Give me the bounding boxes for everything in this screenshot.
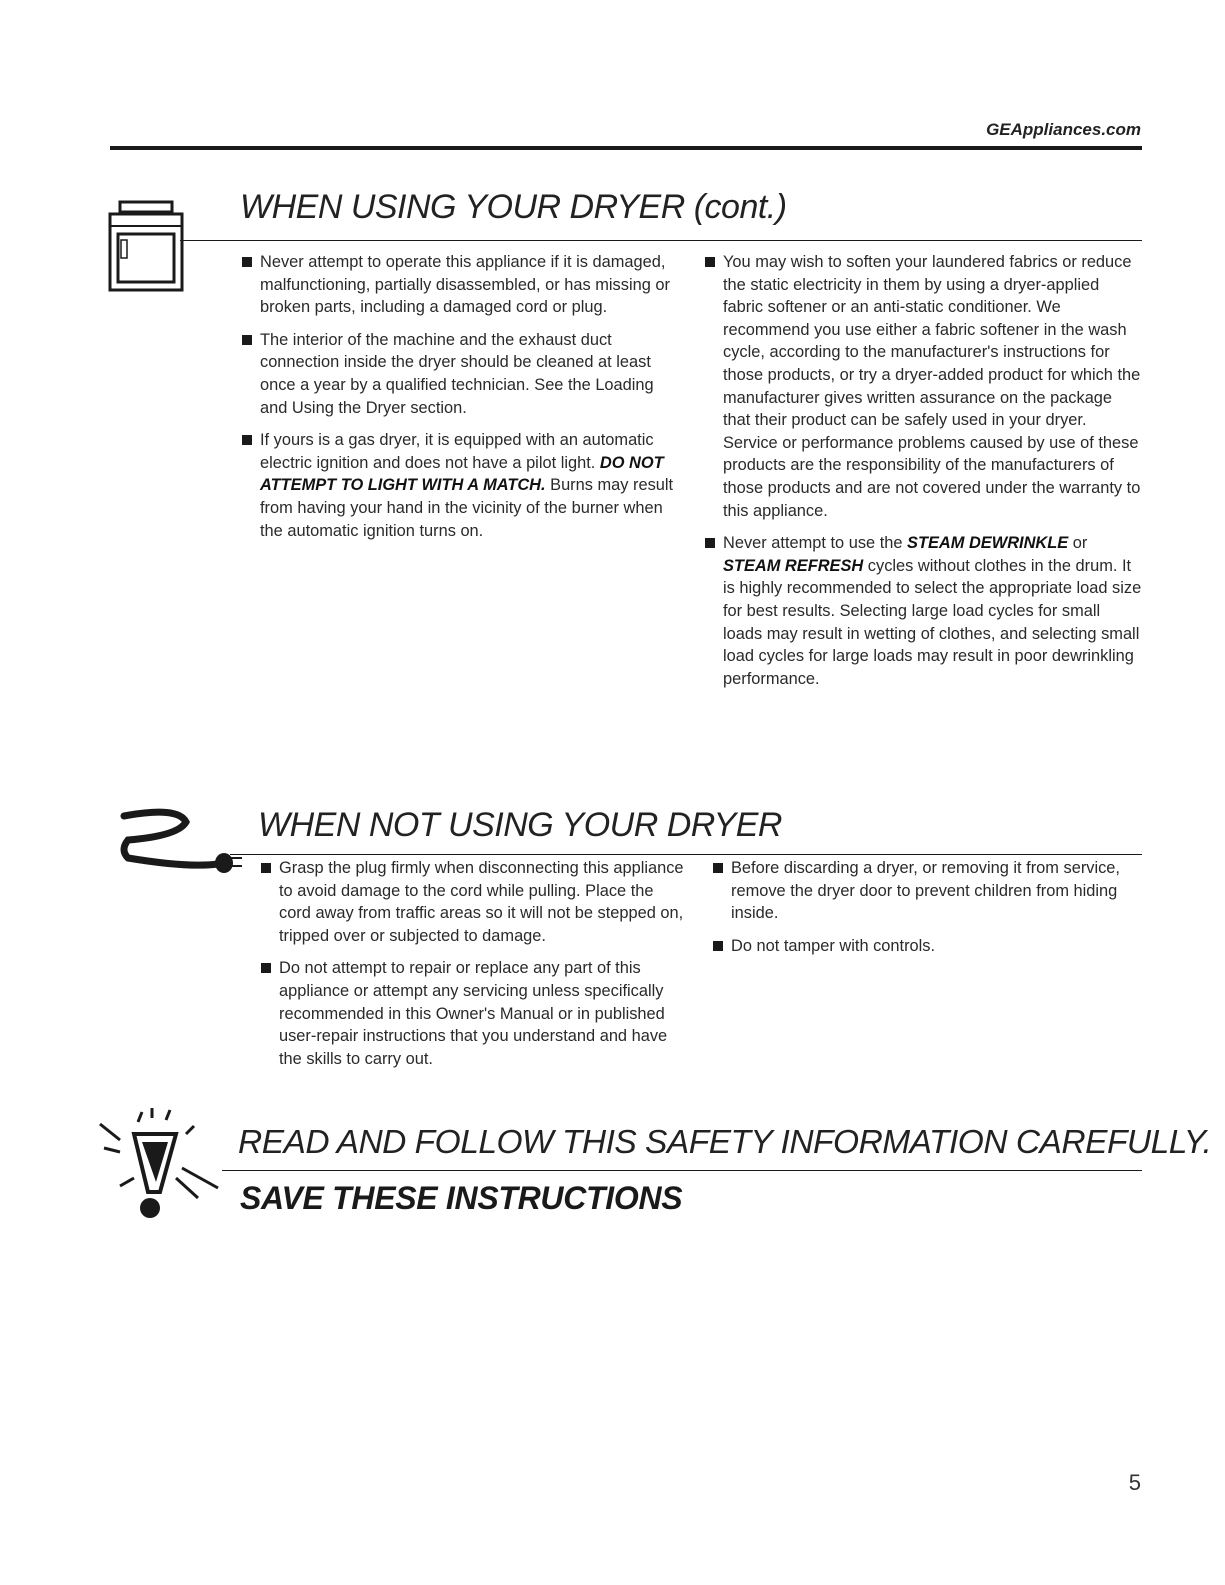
bullet-icon — [713, 941, 723, 951]
using-right-column — [703, 251, 1143, 700]
list-item: Never attempt to operate this appliance if it is damaged, malfunctioning, partially disassembled, or has missing or broken parts, including a damaged cord or plug. — [240, 251, 685, 319]
list-item: Grasp the plug firmly when disconnecting this appliance to avoid damage to the cord while pulling. Place the cord away from traffic areas so it will not be stepped on, tripped over or subjected to damage. — [259, 857, 689, 947]
section-title-using: WHEN USING YOUR DRYER (cont.) — [240, 188, 787, 226]
list-item: You may wish to soften your laundered fabrics or reduce the static electricity in them by using a dryer-applied fabric softener or an anti-static conditioner. We recommend you use either a fabric softener in the wash cycle, according to the manufacturer's instructions for those products, or try a dryer-added product for which the manufacturer gives written assurance on the package that their product can be safely used in your dryer. Service or performance problems caused by use of these products are the responsibility of the manufacturers of those products and are not covered under the warranty to this appliance. — [703, 251, 1143, 522]
bullet-icon — [242, 335, 252, 345]
plug-icon — [118, 806, 248, 882]
bullet-icon — [713, 863, 723, 873]
list-item: The interior of the machine and the exhaust duct connection inside the dryer should be cleaned at least once a year by a qualified technician. See the Loading and Using the Dryer section. — [240, 329, 685, 419]
dryer-icon — [108, 200, 184, 292]
header-rule — [110, 146, 1142, 150]
match-warning: DO NOT ATTEMPT TO LIGHT WITH A MATCH. — [260, 453, 664, 495]
bullet-icon — [242, 435, 252, 445]
bullet-icon — [261, 963, 271, 973]
save-instructions: SAVE THESE INSTRUCTIONS — [240, 1180, 683, 1216]
bullet-icon — [705, 257, 715, 267]
section-rule-using — [180, 240, 1142, 241]
not-using-left-column — [259, 857, 689, 1080]
not-using-right-column — [711, 857, 1143, 967]
steam-dewrinkle-label: STEAM DEWRINKLE — [907, 534, 1069, 553]
list-item: Do not attempt to repair or replace any part of this appliance or attempt any servicing unless specifically recommended in this Owner's Manual or in published user-repair instructions that you understand and have the skills to carry out. — [259, 957, 689, 1070]
list-item: Before discarding a dryer, or removing it from service, remove the dryer door to prevent children from hiding inside. — [711, 857, 1143, 925]
page-number: 5 — [1128, 1470, 1141, 1495]
section-rule-not-using — [230, 854, 1142, 855]
warning-icon — [90, 1108, 230, 1226]
safety-title: READ AND FOLLOW THIS SAFETY INFORMATION CAREFULLY. — [238, 1124, 1212, 1161]
using-left-column — [240, 251, 685, 552]
list-item: If yours is a gas dryer, it is equipped with an automatic electric ignition and does not have a pilot light. DO NOT ATTEMPT TO LIGHT WITH A MATCH. Burns may result from having your hand in the vicinity of the burner when the automatic ignition turns on. — [240, 429, 685, 542]
site-url: GEAppliances.com — [986, 120, 1141, 139]
bullet-icon — [261, 863, 271, 873]
bullet-icon — [242, 257, 252, 267]
list-item: Do not tamper with controls. — [711, 935, 1143, 958]
list-item: Never attempt to use the STEAM DEWRINKLE or STEAM REFRESH cycles without clothes in the drum. It is highly recommended to select the appropriate load size for best results. Selecting large load cycles for small loads may result in wetting of clothes, and selecting small load cycles for large loads may result in poor dewrinkling performance. — [703, 532, 1143, 690]
section-rule-safety — [222, 1170, 1142, 1171]
section-title-not-using: WHEN NOT USING YOUR DRYER — [258, 806, 782, 844]
steam-refresh-label: STEAM REFRESH — [723, 556, 864, 575]
bullet-icon — [705, 538, 715, 548]
